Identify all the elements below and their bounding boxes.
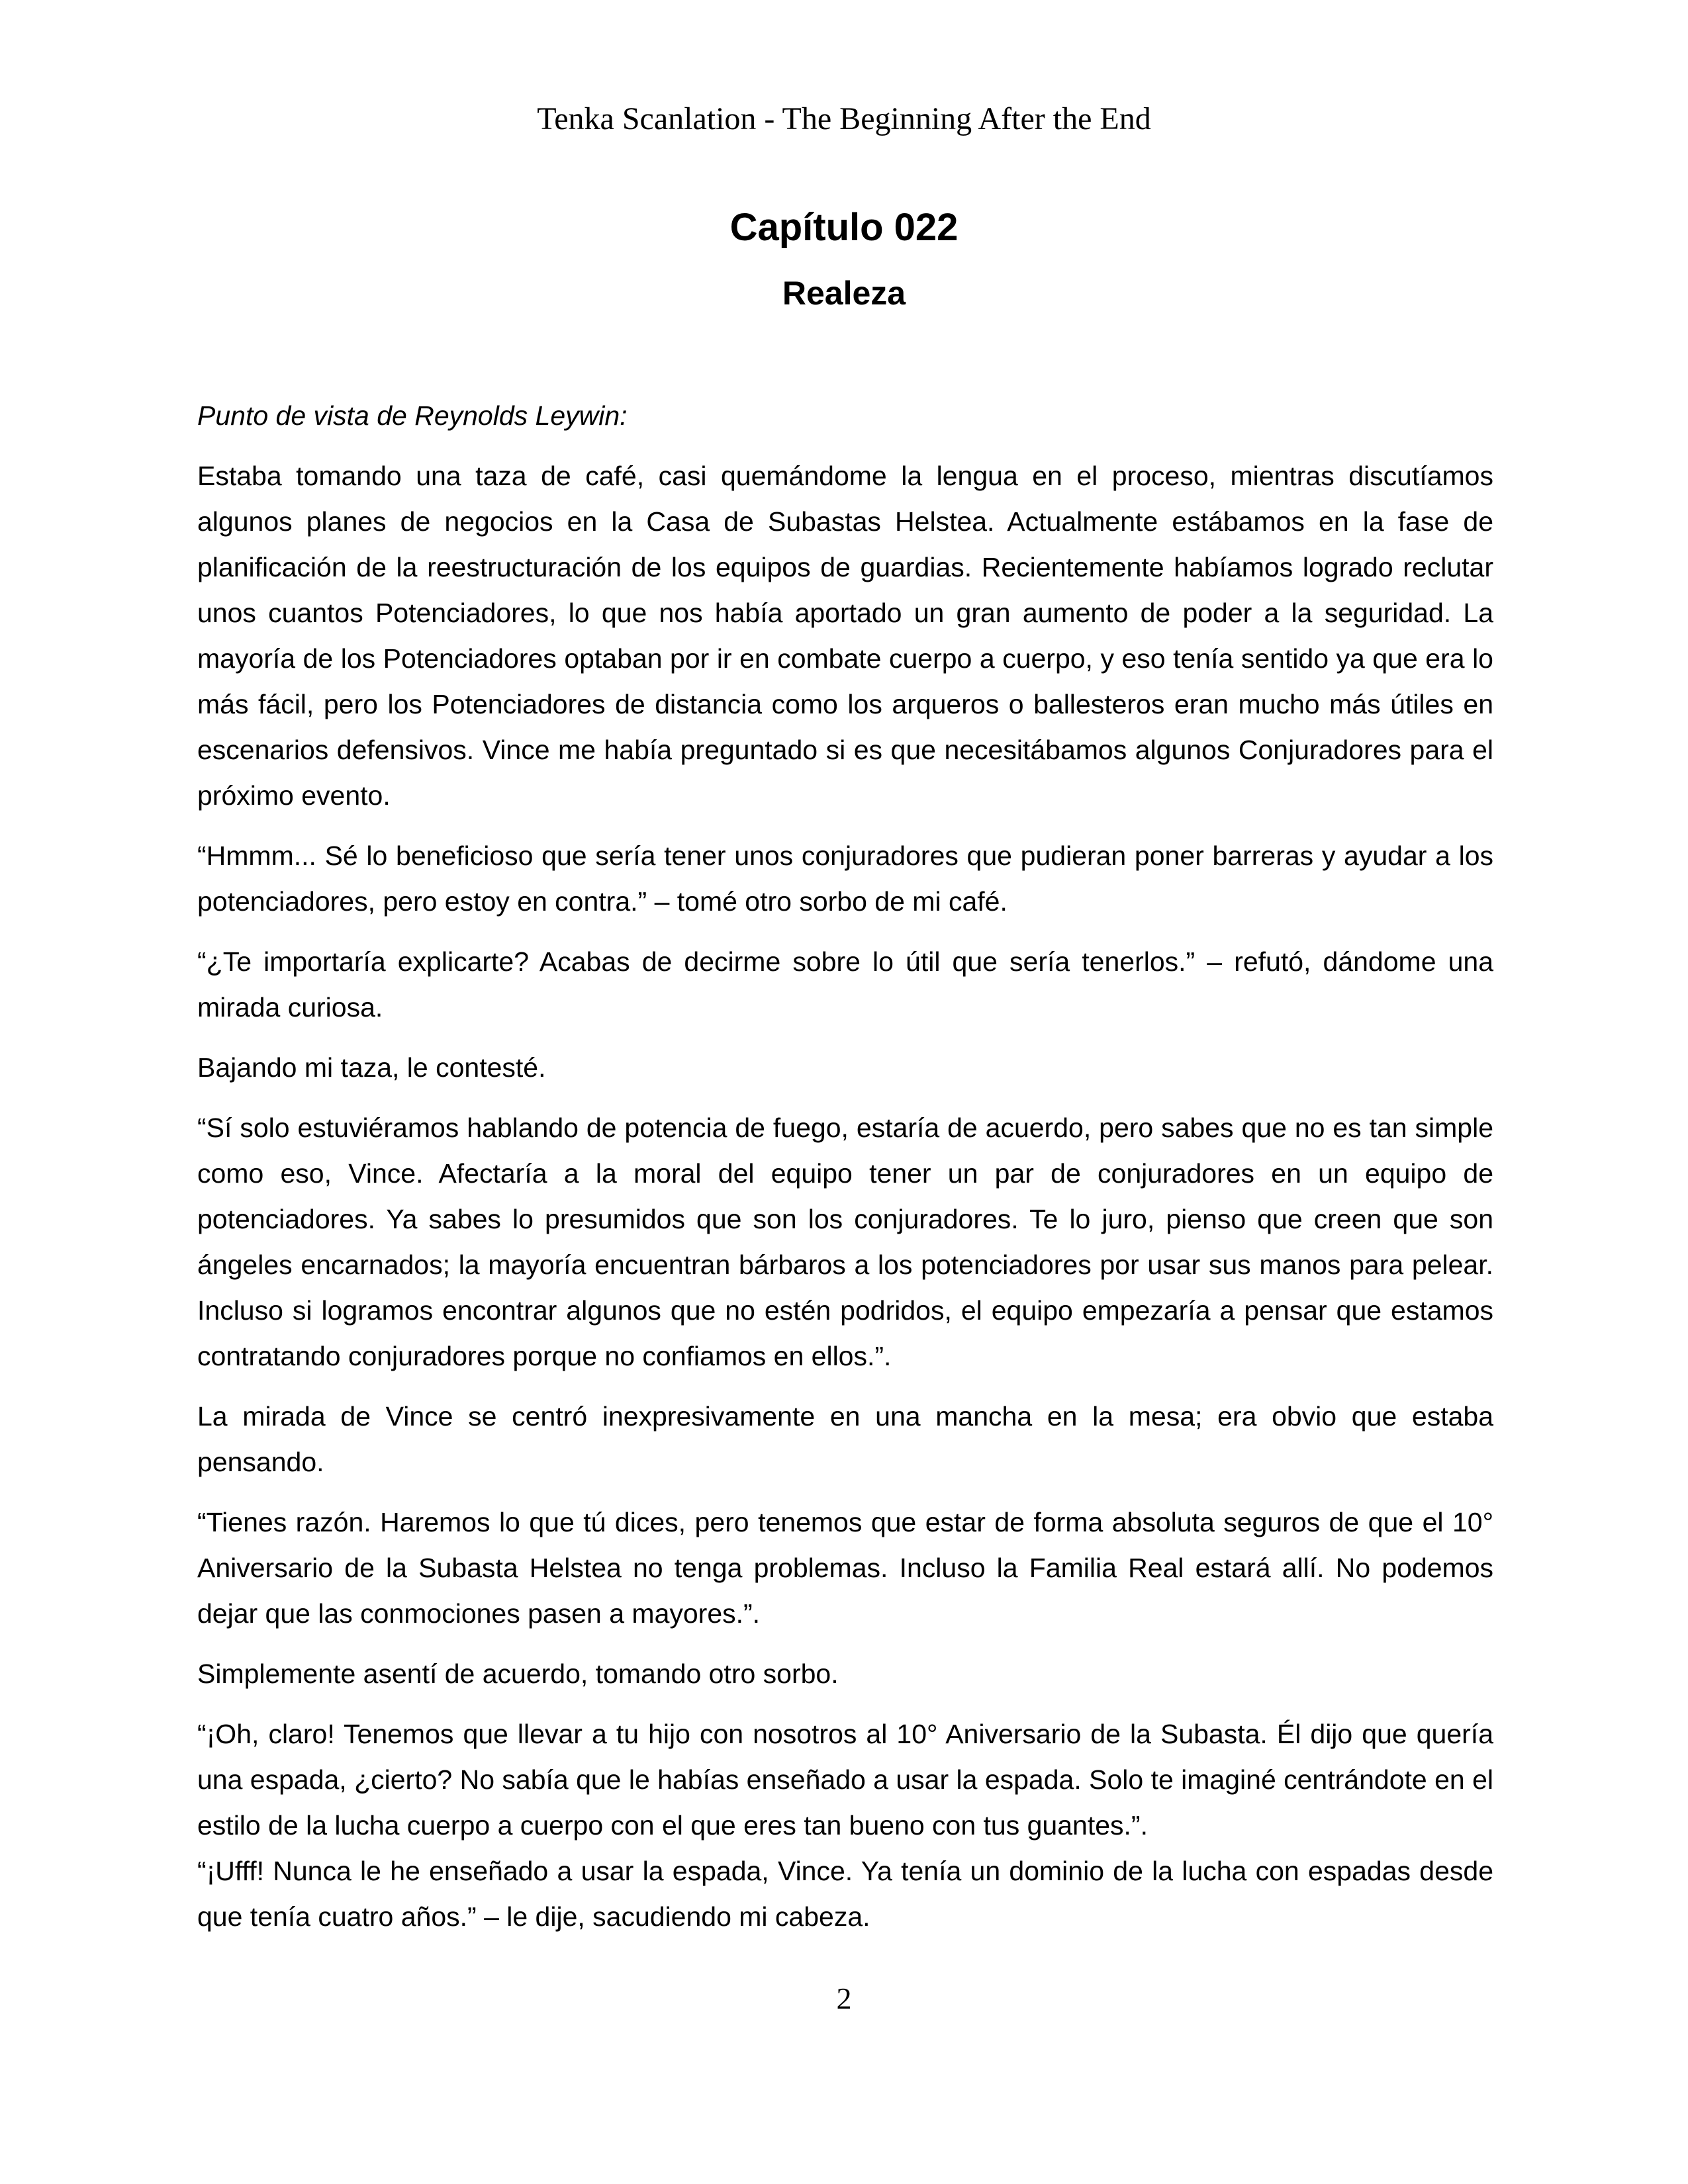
paragraph: Bajando mi taza, le contesté. — [197, 1052, 546, 1083]
paragraph: “¡Ufff! Nunca le he enseñado a usar la espada, Vince. Ya tenía un dominio de la lucha con espadas desde que tenía cuatro años.” – le dije, sacudiendo mi cabeza. — [197, 1856, 1493, 1932]
paragraph: Estaba tomando una taza de café, casi quemándome la lengua en el proceso, mientras discutíamos algunos planes de negocios en la Casa de Subastas Helstea. Actualmente estábamos en la fase de planificación de la reestructuración de los equipos de guardias. Recientemente habíamos logrado reclutar unos cuantos Potenciadores, lo que nos había aportado un gran aumento de poder a la seguridad. La mayoría de los Potenciadores optaban por ir en combate cuerpo a cuerpo, y eso tenía sentido ya que era lo más fácil, pero los Potenciadores de distancia como los arqueros o ballesteros eran mucho más útiles en escenarios defensivos. Vince me había preguntado si es que necesitábamos algunos Conjuradores para el próximo evento. — [197, 461, 1493, 811]
page-number: 2 — [836, 1981, 852, 2015]
paragraph: “Tienes razón. Haremos lo que tú dices, pero tenemos que estar de forma absoluta seguros de que el 10° Aniversario de la Subasta Helstea no tenga problemas. Incluso la Familia Real estará allí. No podemos dejar que las conmociones pasen a mayores.”. — [197, 1507, 1493, 1629]
chapter-subtitle: Realeza — [782, 275, 906, 312]
point-of-view-line: Punto de vista de Reynolds Leywin: — [197, 400, 628, 431]
running-header: Tenka Scanlation - The Beginning After the End — [537, 101, 1151, 136]
paragraph: “¿Te importaría explicarte? Acabas de decirme sobre lo útil que sería tenerlos.” – refutó, dándome una mirada curiosa. — [197, 946, 1493, 1023]
chapter-body — [197, 393, 1493, 1954]
paragraph: La mirada de Vince se centró inexpresivamente en una mancha en la mesa; era obvio que estaba pensando. — [197, 1401, 1493, 1477]
paragraph: “Sí solo estuviéramos hablando de potencia de fuego, estaría de acuerdo, pero sabes que no es tan simple como eso, Vince. Afectaría a la moral del equipo tener un par de conjuradores en un equipo de potenciadores. Ya sabes lo presumidos que son los conjuradores. Te lo juro, pienso que creen que son ángeles encarnados; la mayoría encuentran bárbaros a los potenciadores por usar sus manos para pelear. Incluso si logramos encontrar algunos que no estén podridos, el equipo empezaría a pensar que estamos contratando conjuradores porque no confiamos en ellos.”. — [197, 1113, 1493, 1371]
paragraph: Simplemente asentí de acuerdo, tomando otro sorbo. — [197, 1659, 839, 1689]
paragraph: “¡Oh, claro! Tenemos que llevar a tu hijo con nosotros al 10° Aniversario de la Subasta. Él dijo que quería una espada, ¿cierto? No sabía que le habías enseñado a usar la espada. Solo te imaginé centrándote en el estilo de la lucha cuerpo a cuerpo con el que eres tan bueno con tus guantes.”. — [197, 1719, 1493, 1841]
paragraph: “Hmmm... Sé lo beneficioso que sería tener unos conjuradores que pudieran poner barreras y ayudar a los potenciadores, pero estoy en contra.” – tomé otro sorbo de mi café. — [197, 841, 1493, 917]
chapter-title: Capítulo 022 — [729, 206, 959, 249]
